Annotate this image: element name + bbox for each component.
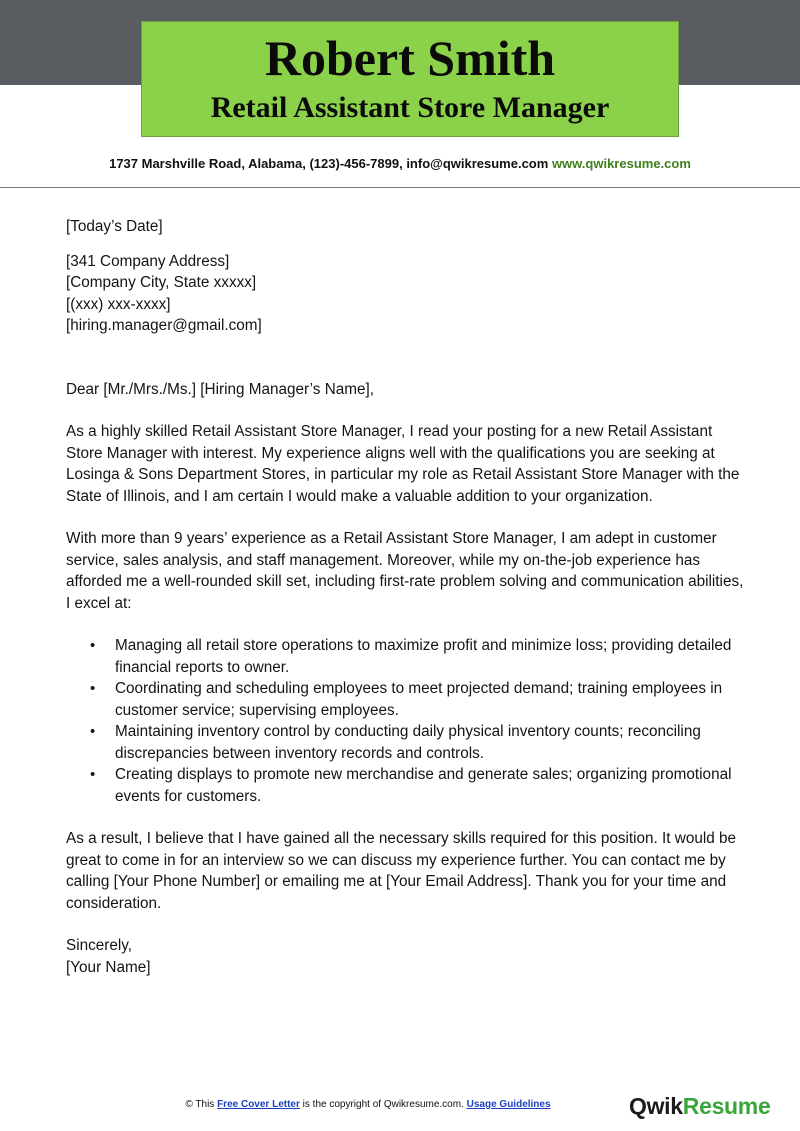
contact-info: 1737 Marshville Road, Alabama, (123)-456-7899, info@qwikresume.com xyxy=(109,156,549,171)
logo-part-resume: Resume xyxy=(682,1093,771,1119)
usage-guidelines-link[interactable]: Usage Guidelines xyxy=(466,1099,551,1110)
recipient-address xyxy=(66,251,746,337)
applicant-name: Robert Smith xyxy=(264,30,556,86)
footer-copyright xyxy=(0,1099,736,1110)
paragraph-intro: As a highly skilled Retail Assistant Store Manager, I read your posting for a new Retail Assistant Store Manager with interest. My experience aligns well with the qualifications you are seeking at Losinga & Sons Department Stores, in particular my role as Retail Assistant Store Manager with the State of Illinois, and I am certain I would make a valuable addition to your organization. xyxy=(66,423,740,505)
footer-prefix: © This xyxy=(185,1099,215,1110)
job-title: Retail Assistant Store Manager xyxy=(210,91,610,124)
letter-date: [Today’s Date] xyxy=(66,218,163,235)
paragraph-closing: As a result, I believe that I have gained all the necessary skills required for this position. It would be great to come in for an interview so we can discuss my experience further. You can contact me by calling [Your Phone Number] or emailing me at [Your Email Address]. Thank you for your time and consideration. xyxy=(66,830,737,912)
address-line: [Company City, State xxxxx] xyxy=(66,274,257,291)
skills-list-item: • Maintaining inventory control by conducting daily physical inventory counts; reconciling discrepancies between inventory records and controls. xyxy=(115,721,746,764)
closing: Sincerely, xyxy=(66,937,133,954)
signature: [Your Name] xyxy=(66,958,151,976)
skills-list-item: • Creating displays to promote new merchandise and generate sales; organizing promotional events for customers. xyxy=(115,764,746,807)
address-line: [hiring.manager@gmail.com] xyxy=(66,317,262,334)
skills-list-item: • Coordinating and scheduling employees to meet projected demand; training employees in customer service; supervising employees. xyxy=(115,678,746,721)
website-link[interactable]: www.qwikresume.com xyxy=(551,156,691,171)
letter-body xyxy=(66,216,746,978)
footer-middle: is the copyright of Qwikresume.com. xyxy=(302,1099,464,1110)
skills-list-item: • Managing all retail store operations to maximize profit and minimize loss; providing detailed financial reports to owner. xyxy=(115,635,746,678)
salutation: Dear [Mr./Mrs./Ms.] [Hiring Manager’s Name], xyxy=(66,380,374,398)
header-divider xyxy=(0,187,800,188)
logo-part-qwik: Qwik xyxy=(629,1093,683,1119)
address-line: [(xxx) xxx-xxxx] xyxy=(66,295,171,313)
address-line: [341 Company Address] xyxy=(66,252,230,270)
contact-line xyxy=(0,156,800,171)
qwikresume-logo xyxy=(629,1093,770,1120)
skills-list xyxy=(66,635,746,807)
paragraph-experience: With more than 9 years’ experience as a Retail Assistant Store Manager, I am adept in customer service, sales analysis, and staff management. Moreover, while my on-the-job experience has afforded me a well-rounded skill set, including first-rate problem solving and communication abilities, I excel at: xyxy=(66,530,744,612)
name-banner xyxy=(141,21,679,137)
free-cover-letter-link[interactable]: Free Cover Letter xyxy=(217,1099,300,1110)
